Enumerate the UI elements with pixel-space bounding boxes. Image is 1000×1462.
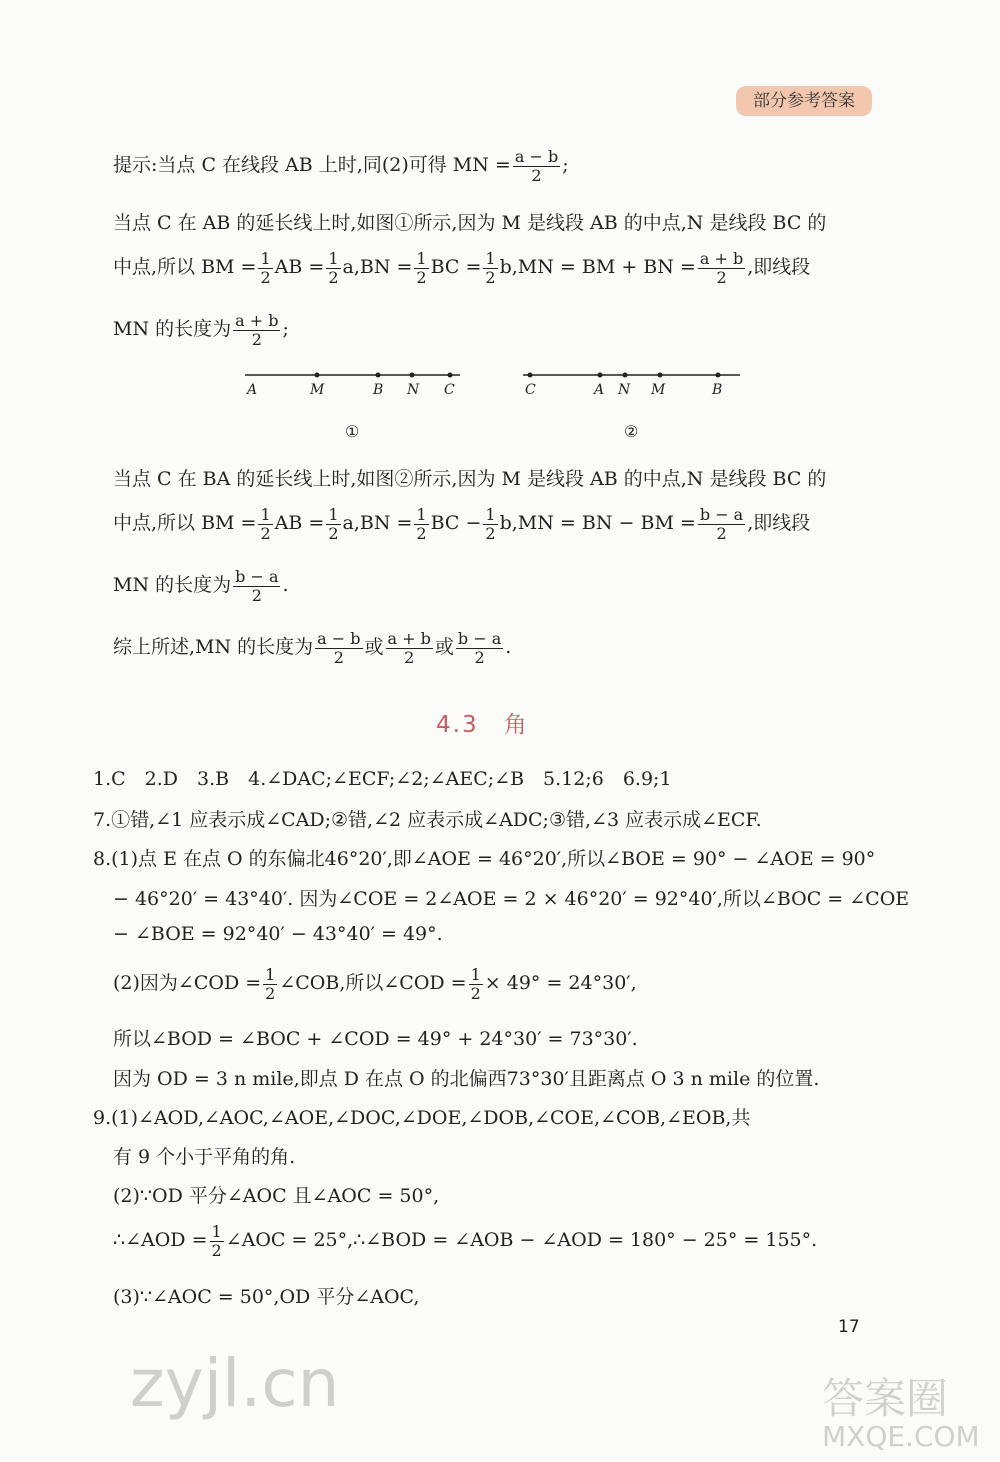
point-label: B [712, 382, 723, 398]
point-label: A [247, 382, 258, 398]
point-label: B [373, 382, 384, 398]
figure-caption: ① [345, 422, 360, 441]
point-label: M [310, 382, 325, 398]
answer-9-line-2: 有 9 个小于平角的角. [113, 1146, 296, 1168]
hint-line-8: 综上所述,MN 的长度为 $\frac{a - b}{2}$ 或 $\frac{a + b}{2}$ 或 $\frac{b - a}{2}$ . [113, 629, 512, 667]
answer-8-line-5: 所以∠BOD = ∠BOC + ∠COD = 49° + 24°30′ = 73°30′. [113, 1028, 638, 1050]
answer-8-line-6: 因为 OD = 3 n mile,即点 D 在点 O 的北偏西73°30′且距离点 O 3 n mile 的位置. [113, 1068, 820, 1090]
answer-9-line-5: (3)∵∠AOC = 50°,OD 平分∠AOC, [113, 1286, 420, 1308]
point-label: N [618, 382, 631, 398]
section-title: 4.3 角 [436, 712, 529, 738]
answer-8-line-3: − ∠BOE = 92°40′ − 43°40′ = 49°. [113, 923, 443, 945]
point-label: A [594, 382, 605, 398]
answer-9-line-3: (2)∵OD 平分∠AOC 且∠AOC = 50°, [113, 1185, 440, 1207]
answer-9-line-4: ∴∠AOD = $\frac{1}{2}$ ∠AOC = 25°,∴∠BOD = ∠AOB − ∠AOD = 180° − 25° = 155°. [113, 1222, 818, 1260]
hint-line-6: 中点,所以 BM = $\frac{1}{2}$ AB = $\frac{1}{2}$ a,BN = $\frac{1}{2}$ BC − $\frac{1}{2}$ b,MN = BN − BM = $\frac{b - a}{2}$ ,即线段 [113, 505, 811, 543]
hint-line-4: MN 的长度为 $\frac{a + b}{2}$ ; [113, 311, 289, 349]
watermark: zyjl.cn [130, 1345, 340, 1422]
point-label: N [407, 382, 420, 398]
hint-line-5: 当点 C 在 BA 的延长线上时,如图②所示,因为 M 是线段 AB 的中点,N 是线段 BC 的 [113, 468, 827, 490]
answer-1-6: 1.C 2.D 3.B 4.∠DAC;∠ECF;∠2;∠AEC;∠B 5.12;6 6.9;1 [93, 768, 672, 790]
fraction: $\frac{a - b}{2}$ [514, 147, 559, 185]
point-label: C [444, 382, 455, 398]
hint-line-1: 提示:当点 C 在线段 AB 上时,同(2)可得 MN = $\frac{a - b}{2}$ ; [113, 147, 569, 185]
point-label: M [651, 382, 666, 398]
answer-8-line-1: 8.(1)点 E 在点 O 的东偏北46°20′,即∠AOE = 46°20′,所以∠BOE = 90° − ∠AOE = 90° [93, 848, 876, 870]
segment-figures [0, 360, 1000, 450]
figure-caption: ② [624, 422, 639, 441]
answer-9-line-1: 9.(1)∠AOD,∠AOC,∠AOE,∠DOC,∠DOE,∠DOB,∠COE,∠COB,∠EOB,共 [93, 1107, 751, 1129]
page-number: 17 [838, 1317, 860, 1337]
answer-8-line-2: − 46°20′ = 43°40′. 因为∠COE = 2∠AOE = 2 × 46°20′ = 92°40′,所以∠BOC = ∠COE [113, 888, 910, 910]
hint-line-3: 中点,所以 BM = $\frac{1}{2}$ AB = $\frac{1}{2}$ a,BN = $\frac{1}{2}$ BC = $\frac{1}{2}$ b,MN = BM + BN = $\frac{a + b}{2}$ ,即线段 [113, 249, 811, 287]
watermark: 答案圈 [822, 1374, 949, 1423]
hint-line-2: 当点 C 在 AB 的延长线上时,如图①所示,因为 M 是线段 AB 的中点,N 是线段 BC 的 [113, 212, 827, 234]
hint-line-7: MN 的长度为 $\frac{b - a}{2}$ . [113, 567, 289, 605]
answer-8-line-4: (2)因为∠COD = $\frac{1}{2}$ ∠COB,所以∠COD = $\frac{1}{2}$ × 49° = 24°30′, [113, 965, 637, 1003]
answer-7: 7.①错,∠1 应表示成∠CAD;②错,∠2 应表示成∠ADC;③错,∠3 应表示成∠ECF. [93, 809, 762, 831]
point-label: C [525, 382, 536, 398]
section-tag: 部分参考答案 [736, 86, 872, 116]
watermark: MXQE.COM [822, 1420, 980, 1453]
